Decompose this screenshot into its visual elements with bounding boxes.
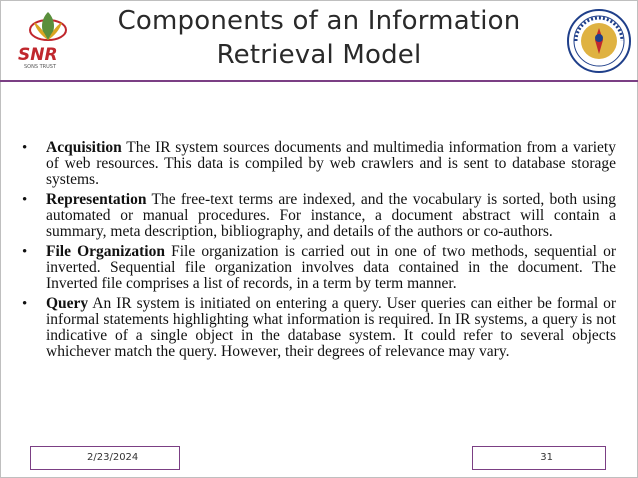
snr-logo (10, 6, 86, 72)
title-line-1: Components of an Information (117, 6, 521, 36)
bullet-text: The IR system sources documents and multimedia information from a variety of web resources. This data is compiled by web crawlers and is sent to database storage systems. (46, 139, 616, 188)
footer-date: 2/23/2024 (30, 446, 180, 470)
bullet-dot-icon: • (22, 244, 28, 260)
header-divider (0, 80, 638, 82)
bullet-dot-icon: • (22, 140, 28, 156)
bullet-term: Representation (46, 191, 147, 208)
slide-header (0, 0, 638, 80)
logo-tagline: SONS TRUST (24, 64, 57, 70)
bullet-item (22, 140, 616, 188)
bullet-list (22, 140, 616, 364)
bullet-term: Acquisition (46, 139, 122, 156)
bullet-term: Query (46, 295, 89, 312)
title-line-2: Retrieval Model (216, 40, 422, 70)
bullet-term: File Organization (46, 243, 165, 260)
logo-text: SNR (18, 45, 58, 65)
bullet-text: File organization is carried out in one of two methods, sequential or inverted. Sequential file organization involves data contained in the document. The Inverted file comprises a list of records, in a term by term manner. (46, 243, 616, 292)
bullet-item (22, 244, 616, 292)
bullet-item (22, 296, 616, 360)
college-seal-icon (566, 8, 632, 74)
footer-page-number: 31 (472, 446, 606, 470)
bullet-text: The free-text terms are indexed, and the vocabulary is sorted, both using automated or manual procedures. For instance, a document abstract will contain a summary, meta description, bibliography, and details of the authors or co-authors. (46, 191, 616, 240)
bullet-dot-icon: • (22, 296, 28, 312)
bullet-text: An IR system is initiated on entering a query. User queries can either be formal or informal statements highlighting what information is required. In IR systems, a query is not indicative of a single object in the database system. It could refer to several objects whichever match the query. However, their degrees of relevance may vary. (46, 295, 616, 360)
bullet-item (22, 192, 616, 240)
bullet-dot-icon: • (22, 192, 28, 208)
slide-title (92, 4, 546, 72)
